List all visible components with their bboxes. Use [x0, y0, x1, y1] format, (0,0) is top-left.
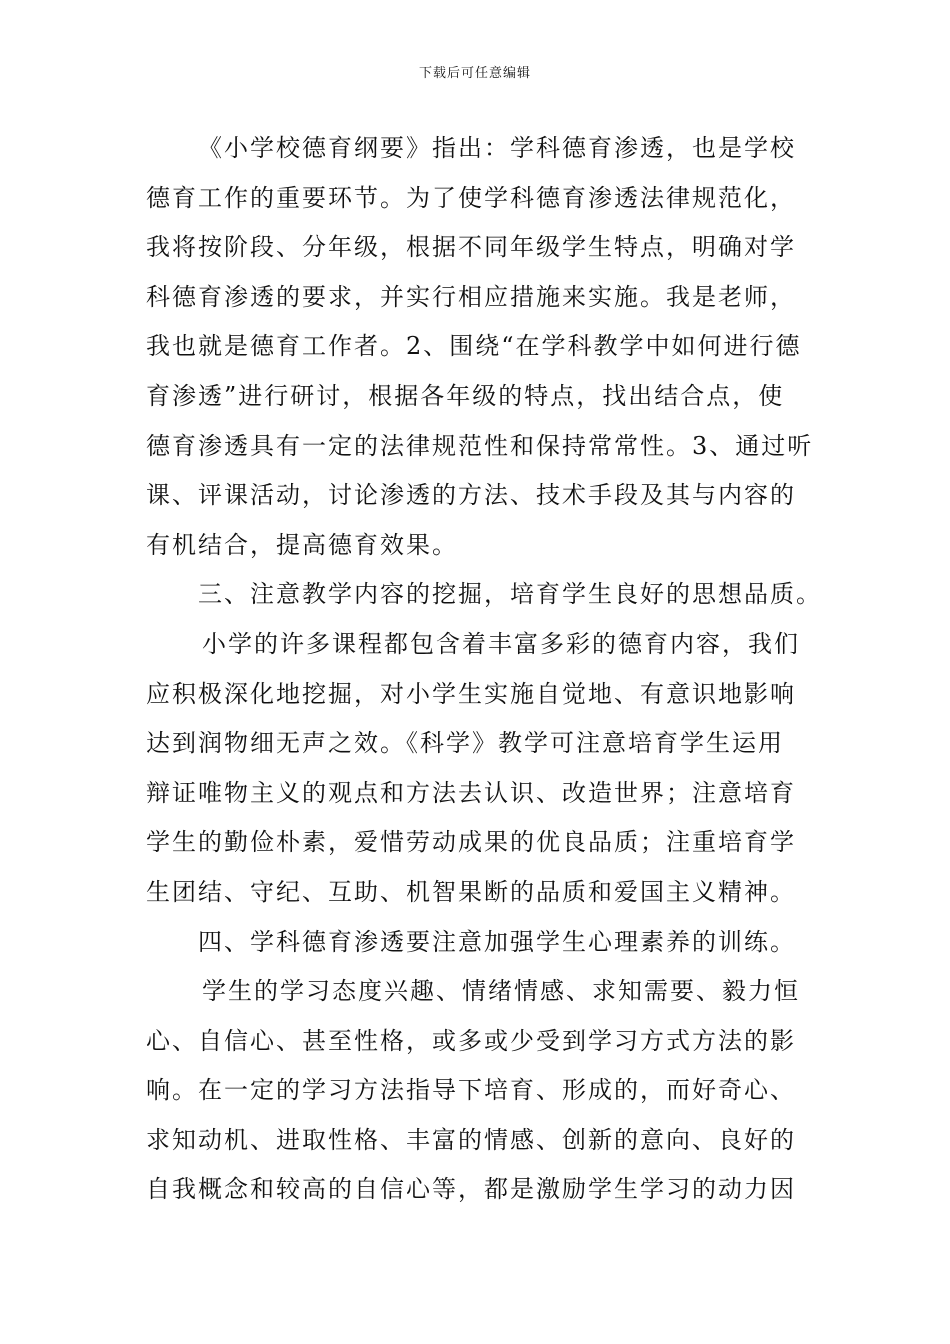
text-line: 育渗透”进行研讨，根据各年级的特点，找出结合点，使: [146, 381, 785, 410]
text-line: 响。在一定的学习方法指导下培育、形成的，而好奇心、: [146, 1076, 796, 1105]
section-heading-3: 三、注意教学内容的挖掘，培育学生良好的思想品质。: [198, 580, 822, 609]
text-line: 学生的勤俭朴素，爱惜劳动成果的优良品质；注重培育学: [146, 828, 796, 857]
section-heading-4: 四、学科德育渗透要注意加强学生心理素养的训练。: [198, 927, 796, 956]
text-line: 科德育渗透的要求，并实行相应措施来实施。我是老师，: [146, 282, 796, 311]
text-line: 求知动机、进取性格、丰富的情感、创新的意向、良好的: [146, 1125, 796, 1154]
text-line: 生团结、守纪、互助、机智果断的品质和爱国主义精神。: [146, 877, 796, 906]
text-line: 达到润物细无声之效。《科学》教学可注意培育学生运用: [146, 729, 784, 758]
text-line: 课、评课活动，讨论渗透的方法、技术手段及其与内容的: [146, 481, 796, 510]
text-line: 学生的学习态度兴趣、情绪情感、求知需要、毅力恒: [202, 977, 800, 1006]
text-line: 德育工作的重要环节。为了使学科德育渗透法律规范化，: [146, 183, 796, 212]
document-body: [146, 124, 822, 1215]
text-line: 我将按阶段、分年级，根据不同年级学生特点，明确对学: [146, 233, 796, 262]
text-line: 德育渗透具有一定的法律规范性和保持常常性。3、通过听: [146, 431, 814, 460]
text-line: 辩证唯物主义的观点和方法去认识、改造世界；注意培育: [146, 778, 796, 807]
page-header-note: 下载后可任意编辑: [418, 66, 531, 81]
text-line: 小学的许多课程都包含着丰富多彩的德育内容，我们: [202, 629, 800, 658]
text-line: 自我概念和较高的自信心等，都是激励学生学习的动力因: [146, 1175, 796, 1204]
text-line: 应积极深化地挖掘，对小学生实施自觉地、有意识地影响: [146, 679, 796, 708]
text-line: 我也就是德育工作者。2、围绕“在学科教学中如何进行德: [146, 332, 802, 361]
text-line: 心、自信心、甚至性格，或多或少受到学习方式方法的影: [146, 1026, 796, 1055]
text-line: 《小学校德育纲要》指出：学科德育渗透，也是学校: [198, 134, 796, 162]
text-line: 有机结合，提高德育效果。: [146, 530, 458, 559]
